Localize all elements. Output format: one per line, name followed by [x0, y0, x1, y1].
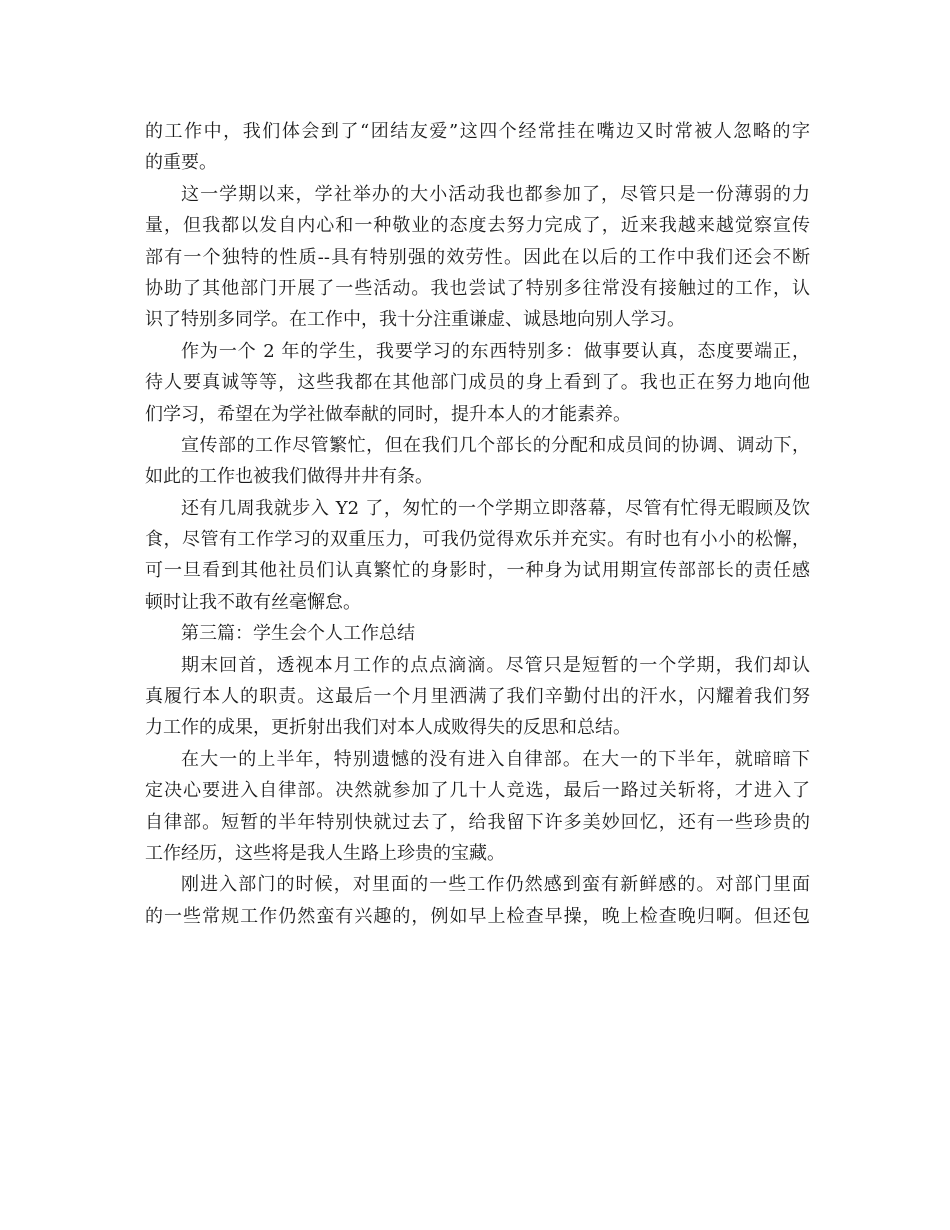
document-body [145, 116, 810, 932]
paragraph [145, 336, 810, 430]
text-line: 力工作的成果，更折射出我们对本人成败得失的反思和总结。 [145, 717, 631, 739]
text-line: 的重要。 [145, 152, 217, 174]
text-line: 在大一的上半年，特别遗憾的没有进入自律部。在大一的下半年，就暗暗下 [181, 748, 810, 770]
paragraph [145, 744, 810, 870]
text-line: 顿时让我不敢有丝毫懈怠。 [145, 591, 361, 613]
paragraph [145, 179, 810, 336]
text-line: 协助了其他部门开展了一些活动。我也尝试了特别多往常没有接触过的工作，认 [145, 277, 810, 299]
text-line: 可一旦看到其他社员们认真繁忙的身影时，一种身为试用期宣传部部长的责任感 [145, 560, 810, 582]
text-line: 工作经历，这些将是我人生路上珍贵的宝藏。 [145, 842, 505, 864]
text-line: 刚进入部门的时候，对里面的一些工作仍然感到蛮有新鲜感的。对部门里面 [181, 874, 810, 896]
text-line: 还有几周我就步入 Y2 了，匆忙的一个学期立即落幕，尽管有忙得无暇顾及饮 [181, 497, 810, 519]
section-heading [145, 618, 810, 649]
text-line: 的一些常规工作仍然蛮有兴趣的，例如早上检查早操，晚上检查晚归啊。但还包 [145, 905, 810, 927]
text-line: 宣传部的工作尽管繁忙，但在我们几个部长的分配和成员间的协调、调动下， [181, 434, 810, 456]
paragraph [145, 430, 810, 493]
text-line: 如此的工作也被我们做得井井有条。 [145, 466, 433, 488]
paragraph [145, 116, 810, 179]
text-line: 的工作中，我们体会到了“团结友爱”这四个经常挂在嘴边又时常被人忽略的字 [145, 121, 810, 142]
text-line: 自律部。短暂的半年特别快就过去了，给我留下许多美妙回忆，还有一些珍贵的 [145, 811, 810, 833]
text-line: 期末回首，透视本月工作的点点滴滴。尽管只是短暂的一个学期，我们却认 [181, 654, 810, 676]
text-line: 待人要真诚等等，这些我都在其他部门成员的身上看到了。我也正在努力地向他 [145, 372, 810, 394]
text-line: 部有一个独特的性质--具有特别强的效劳性。因此在以后的工作中我们还会不断 [145, 246, 810, 268]
text-line: 识了特别多同学。在工作中，我十分注重谦虚、诚恳地向别人学习。 [145, 309, 685, 331]
text-line: 们学习，希望在为学社做奉献的同时，提升本人的才能素养。 [145, 403, 631, 425]
heading-text: 第三篇：学生会个人工作总结 [181, 623, 415, 645]
text-line: 真履行本人的职责。这最后一个月里洒满了我们辛勤付出的汗水，闪耀着我们努 [145, 686, 810, 708]
text-line: 定决心要进入自律部。决然就参加了几十人竞选，最后一路过关斩将，才进入了 [145, 780, 810, 802]
paragraph [145, 869, 810, 932]
text-line: 食，尽管有工作学习的双重压力，可我仍觉得欢乐并充实。有时也有小小的松懈， [145, 529, 810, 551]
text-line: 这一学期以来，学社举办的大小活动我也都参加了，尽管只是一份薄弱的力 [181, 183, 810, 205]
text-line: 量，但我都以发自内心和一种敬业的态度去努力完成了，近来我越来越觉察宣传 [145, 215, 810, 237]
paragraph [145, 650, 810, 744]
paragraph [145, 493, 810, 619]
text-line: 作为一个 2 年的学生，我要学习的东西特别多：做事要认真，态度要端正， [181, 340, 810, 362]
